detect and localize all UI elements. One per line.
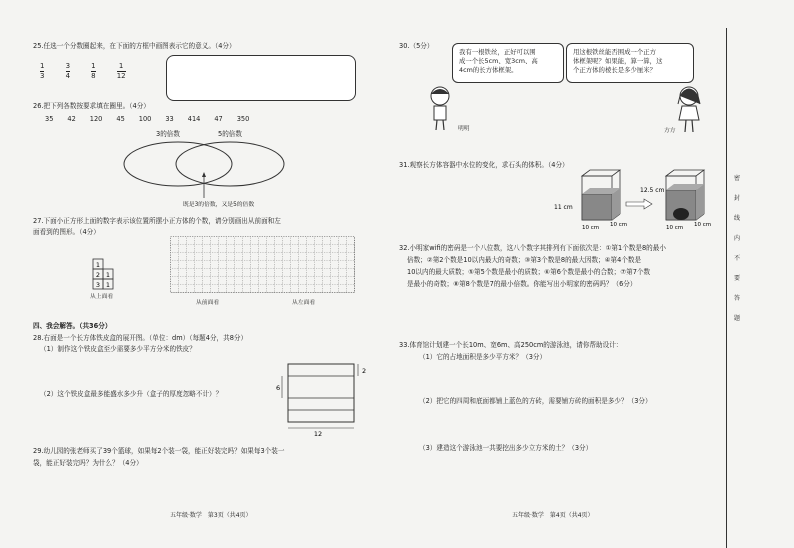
fraction-2[interactable]: $\frac{3}{4}$	[65, 62, 71, 80]
q33-text: 33.体育馆计划建一个长10m、宽6m、高250cm的游泳池，请你帮助设计：	[399, 341, 623, 349]
cell-r1c1: 1	[95, 261, 101, 269]
q29-text-line1: 29.幼儿园的张老师买了39个篮球，如果每2个装一袋，能正好装完吗？如果每3个装一	[33, 447, 285, 455]
seal-line-text: 密 封 线 内 不 要 答 题	[733, 175, 740, 322]
cell-r3c1: 3	[95, 281, 101, 289]
q30-text: 30.（5分）	[399, 42, 434, 50]
height-12-5cm: 12.5 cm	[640, 187, 665, 194]
q26-text: 26.把下列各数按要求填在圈里。（4分）	[33, 102, 150, 110]
q25-text: 25.任选一个分数圈起来，在下面的方框中画图表示它的意义。（4分）	[33, 42, 236, 50]
cell-r2c1: 2	[95, 271, 101, 279]
venn-diagram[interactable]	[120, 138, 290, 208]
section-4-heading: 四、我会解答。（共36分）	[33, 322, 112, 330]
dim-12: 12	[313, 430, 323, 438]
q33-part3: （3）建造这个游泳池一共要挖出多少立方米的土？（3分）	[419, 444, 593, 452]
multiples-of-5-label: 5的倍数	[218, 130, 242, 138]
q28-part2: （2）这个铁皮盒最多能盛水多少升（盒子的厚度忽略不计）？	[40, 390, 223, 398]
box-net-diagram	[270, 356, 370, 440]
left-view-label: 从左面看	[292, 300, 316, 306]
fangfang-name: 方方	[664, 128, 676, 134]
boy-illustration	[426, 84, 456, 132]
fraction-3[interactable]: $\frac{1}{8}$	[91, 62, 96, 80]
q33-part2: （2）把它的四周和底面都铺上蓝色的方砖，需要铺方砖的面积是多少？（3分）	[419, 397, 652, 405]
width-2: 10 cm	[610, 222, 628, 228]
q27-text-line2: 面看到的图形。（4分）	[33, 228, 100, 236]
q25-fractions	[40, 63, 142, 82]
answer-grid[interactable]	[170, 236, 362, 298]
width-3: 10 cm	[666, 225, 684, 231]
q33-part1: （1）它的占地面积是多少平方米？（3分）	[419, 353, 547, 361]
dim-6: 6	[276, 384, 281, 392]
top-view-grid	[92, 258, 126, 292]
fraction-4[interactable]: $\frac{1}{12}$	[116, 62, 126, 80]
mingming-name: 明明	[458, 126, 470, 132]
left-page-footer: 五年级·数学 第3页（共4页）	[170, 512, 252, 519]
fraction-1[interactable]: $\frac{1}{3}$	[40, 62, 45, 80]
q29-text-line2: 袋，能正好装完吗？为什么？（4分）	[33, 459, 143, 467]
q28-part1: （1）制作这个铁皮盒至少需要多少平方分米的铁皮？	[40, 345, 196, 353]
height-11cm: 11 cm	[554, 204, 573, 211]
front-view-label: 从前面看	[196, 300, 220, 306]
cell-r2c2: 1	[105, 271, 111, 279]
cell-r3c2: 1	[105, 281, 111, 289]
both-multiples-label: 既是3的倍数，又是5的倍数	[183, 202, 255, 208]
width-1: 10 cm	[582, 225, 600, 231]
q27-text-line1: 27.下面小正方形上面的数字表示该位置所摆小正方体的个数，请分别画出从前面和左	[33, 217, 281, 225]
mingming-speech-bubble: 我有一根铁丝，正好可以围 成一个长5cm、宽3cm、高 4cm的长方体框架。	[452, 43, 564, 83]
top-view-label: 从上面看	[90, 294, 114, 300]
width-4: 10 cm	[694, 222, 712, 228]
q32-text: 32.小明家wifi的密码是一个八位数，这八个数字其排列有下面依次是：①第1个数是8的最小 倍数；②第2个数是10以内最大的奇数；③第3个数是8的最大因数；④第4个数是 10以内的最大质数；⑤第5个数是最小的质数；⑥第6个数是最小的合数；⑦第7个数 是最小的奇数；⑧第8个数是7的最小倍数。你能写出小明家的密码吗？（6分）	[399, 244, 666, 288]
fangfang-speech-bubble: 用这根铁丝能否围成一个正方 体框架呢？如果能，算一算，这 个正方体的棱长是多少厘米？	[566, 43, 694, 83]
seal-line	[726, 28, 727, 548]
right-page-footer: 五年级·数学 第4页（共4页）	[512, 512, 594, 519]
dim-2: 2	[362, 367, 367, 375]
q28-text: 28.右面是一个长方体铁皮盒的展开图。（单位：dm）（每题4分，共8分）	[33, 334, 248, 342]
water-container-diagram	[548, 166, 718, 232]
multiples-of-3-label: 3的倍数	[156, 130, 180, 138]
girl-illustration	[674, 84, 704, 134]
q25-drawing-box[interactable]	[166, 55, 356, 101]
q31-text: 31.观察长方体容器中水位的变化，求石头的体积。（4分）	[399, 161, 569, 169]
q26-numbers: 35 42 120 45 100 33 414 47 350	[45, 115, 250, 123]
